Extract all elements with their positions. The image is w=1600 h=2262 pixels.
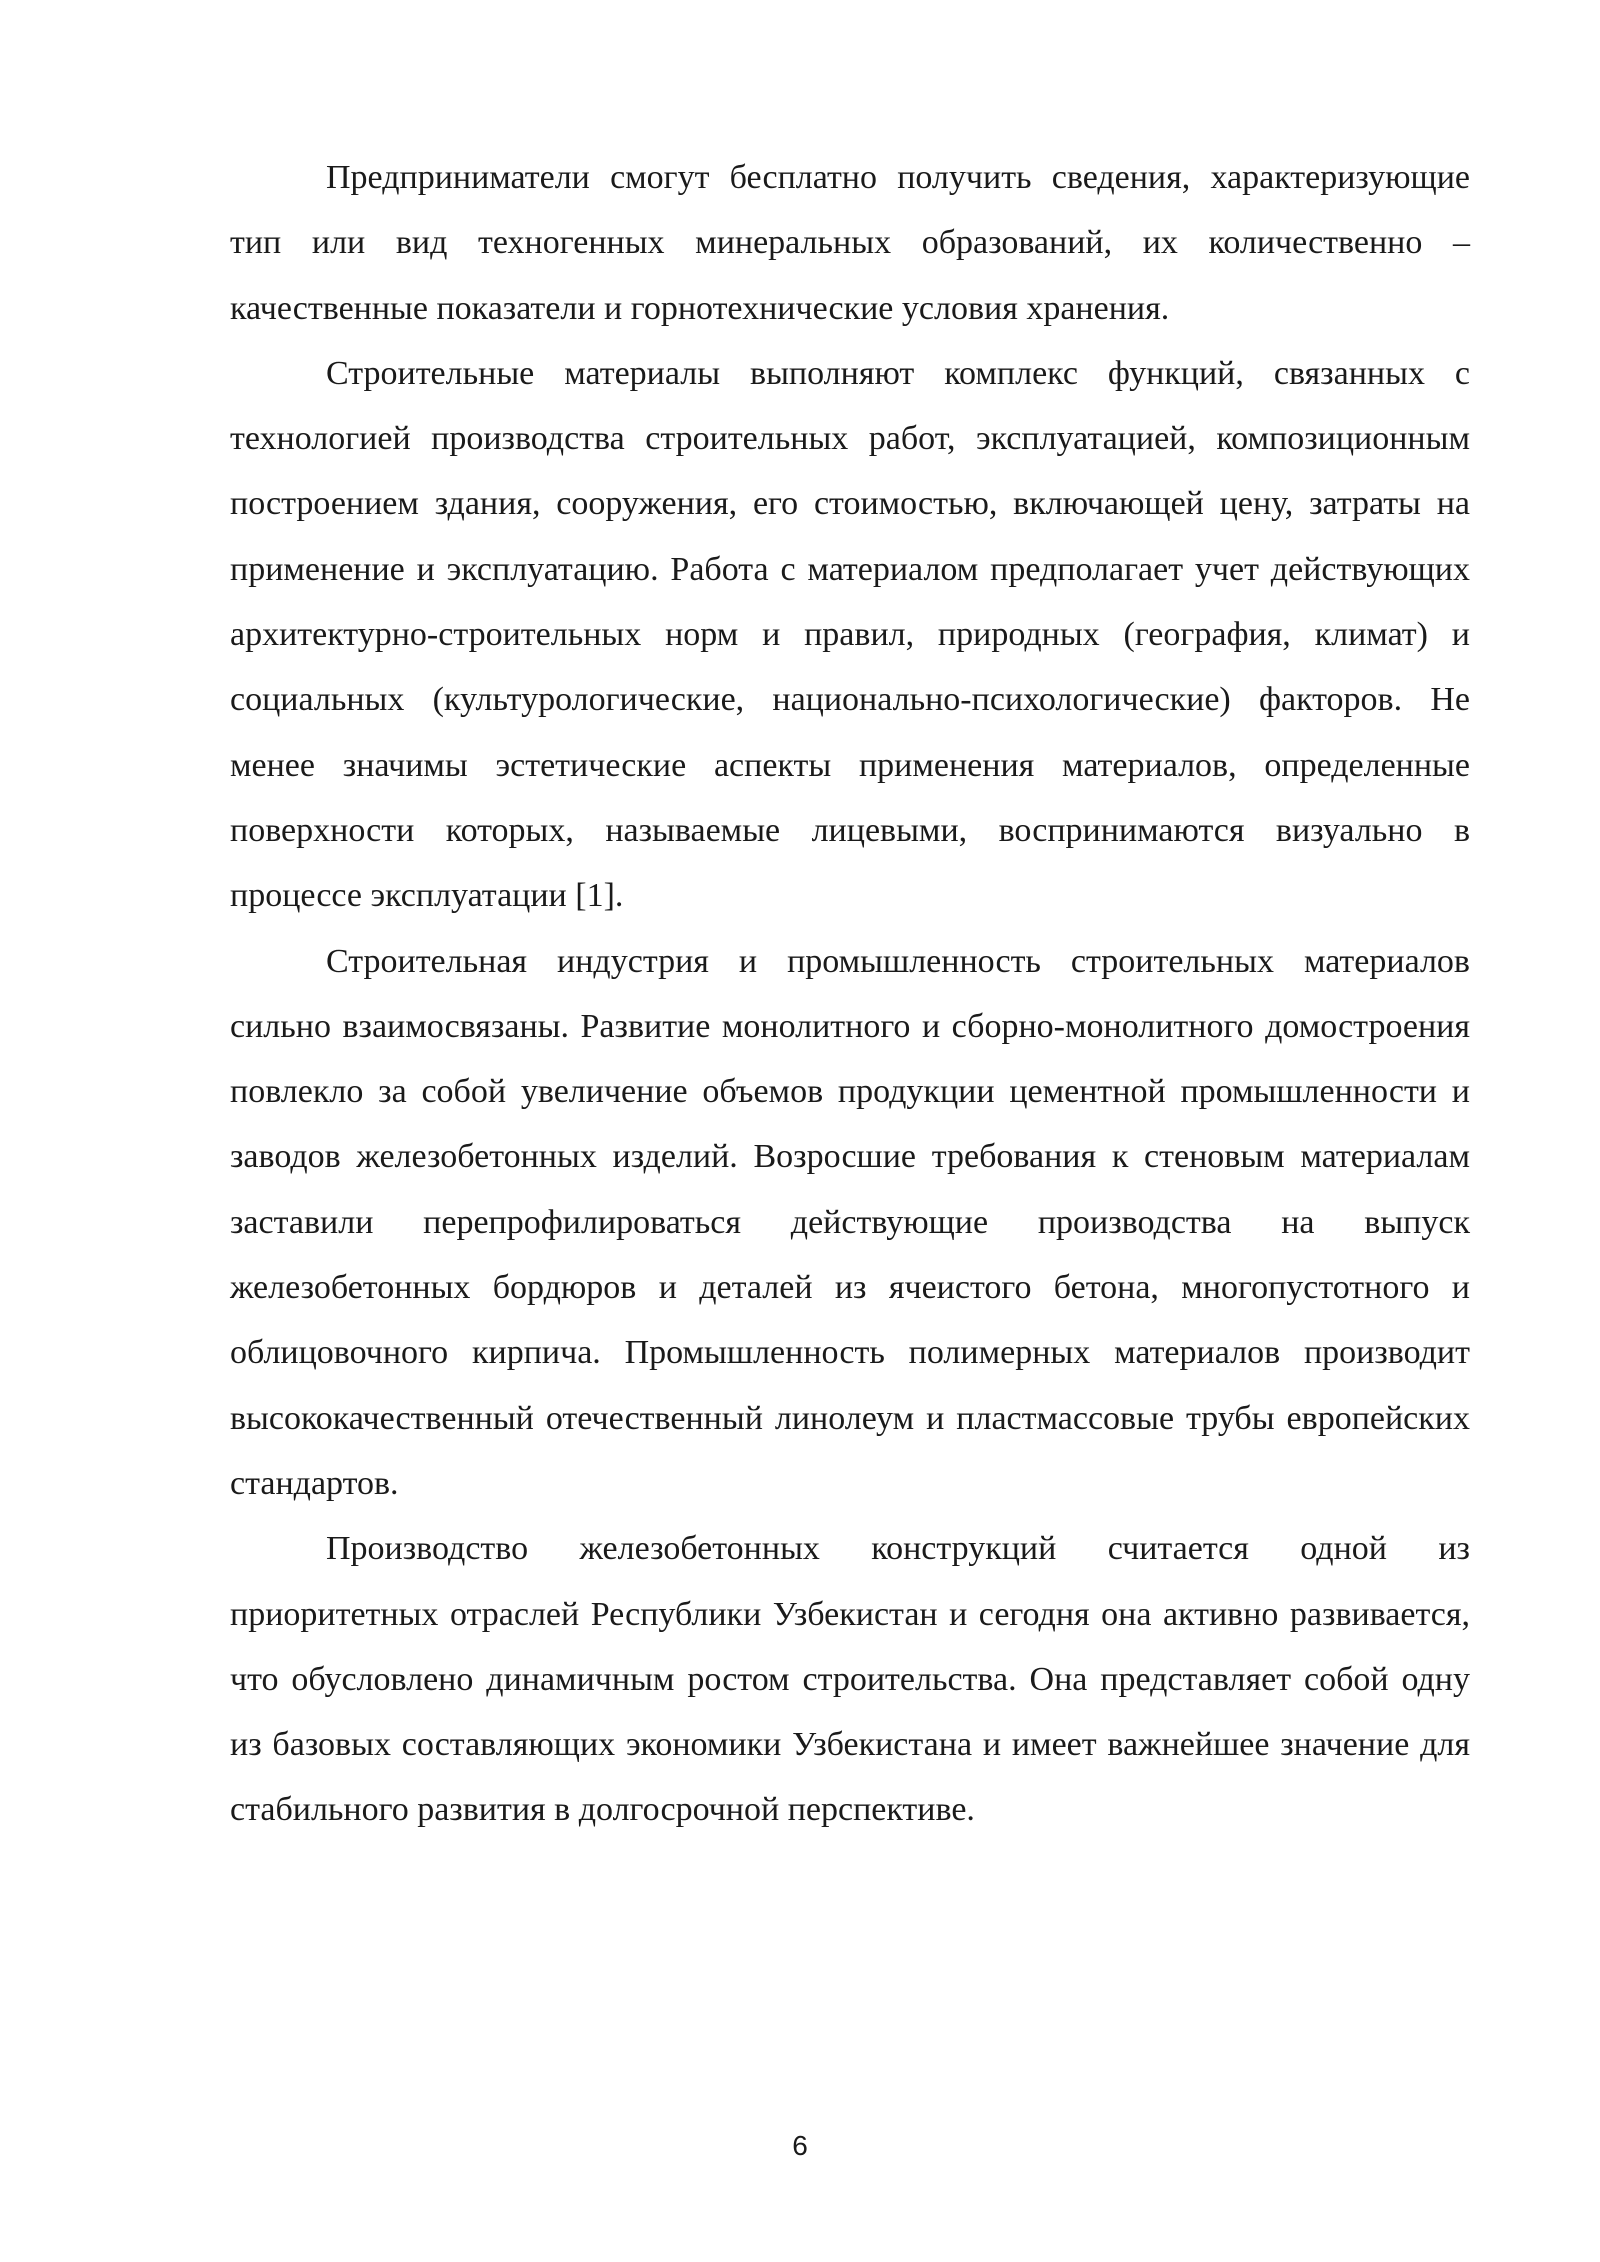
paragraph-3: Строительная индустрия и промышленность строительных материалов сильно взаимосвязаны. Развитие монолитного и сборно-монолитного домостроения повлекло за собой увеличение объемов продукции цементной промышленности и заводов железобетонных изделий. Возросшие требования к стеновым материалам заставили перепрофилироваться действующие производства на выпуск железобетонных бордюров и деталей из ячеистого бетона, многопустотного и облицовочного кирпича. Промышленность полимерных материалов производит высококачественный отечественный линолеум и пластмассовые трубы европейских стандартов.: [230, 942, 1470, 1502]
page-number: 6: [792, 2130, 808, 2161]
document-body: [230, 145, 1470, 1843]
paragraph-4: Производство железобетонных конструкций считается одной из приоритетных отраслей Республики Узбекистан и сегодня она активно развивается, что обусловлено динамичным ростом строительства. Она представляет собой одну из базовых составляющих экономики Узбекистана и имеет важнейшее значение для стабильного развития в долгосрочной перспективе.: [230, 1530, 1470, 1829]
paragraph-2: Строительные материалы выполняют комплекс функций, связанных с технологией производства строительных работ, эксплуатацией, композиционным построением здания, сооружения, его стоимостью, включающей цену, затраты на применение и эксплуатацию. Работа с материалом предполагает учет действующих архитектурно-строительных норм и правил, природных (география, климат) и социальных (культурологические, национально-психологические) факторов. Не менее значимы эстетические аспекты применения материалов, определенные поверхности которых, называемые лицевыми, воспринимаются визуально в процессе эксплуатации [1].: [230, 354, 1470, 915]
paragraph-1: Предприниматели смогут бесплатно получить сведения, характеризующие тип или вид техногенных минеральных образований, их количественно – качественные показатели и горнотехнические условия хранения.: [230, 159, 1470, 327]
